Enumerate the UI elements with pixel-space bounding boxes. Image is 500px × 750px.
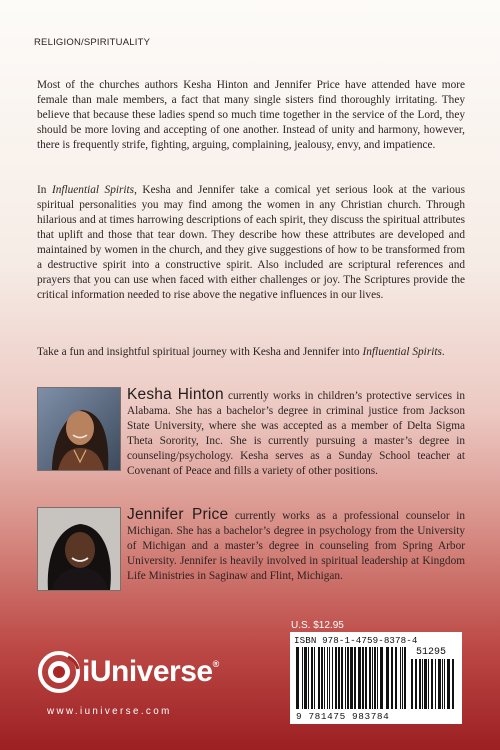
- barcode-bar: [302, 647, 303, 709]
- barcode-bar: [318, 647, 320, 709]
- barcode-bar: [404, 647, 406, 709]
- barcode-bar: [402, 647, 403, 709]
- barcode-bar: [304, 647, 307, 709]
- barcode-bar: [386, 647, 389, 709]
- blurb-paragraph-3: [37, 345, 465, 360]
- barcode-bar: [415, 659, 417, 709]
- barcode-bar: [369, 647, 371, 709]
- author-name: Kesha Hinton: [127, 386, 224, 403]
- author-photo: [37, 387, 121, 471]
- barcode-bar: [327, 647, 328, 709]
- barcode-bar: [395, 647, 397, 709]
- barcode-bar: [308, 647, 309, 709]
- barcode-bar: [438, 659, 441, 709]
- category-label: RELIGION/SPIRITUALITY: [34, 37, 151, 48]
- barcode-bar: [321, 647, 323, 709]
- price-label: U.S. $12.95: [291, 620, 344, 631]
- barcode-bar: [329, 647, 330, 709]
- book-title: Influential Spirits: [362, 346, 442, 358]
- blurb-text: Take a fun and insightful spiritual journey with Kesha and Jennifer into: [37, 346, 363, 358]
- barcode-bar: [444, 659, 445, 709]
- barcode-bar: [424, 659, 427, 709]
- barcode-bar: [380, 647, 383, 709]
- blurb-text: , Kesha and Jennifer take a comical yet serious look at the various spiritual personalities you may find among the women in any Christian church. Through hilarious and at times harrowing descriptions of each spirit, they discuss the spiritual attributes that uplift and those that tear down. They describe how these attributes are developed and maintained by women in the church, and they give suggestions of how to be transformed from a destructive spirit into a constructive spirit. Also included are scriptural references and prayers that you can use when faced with either challenges or joy. The Scriptures provide the critical information needed to rise above the negative influences in our lives.: [37, 184, 465, 301]
- barcode-bar: [419, 659, 421, 709]
- blurb-text: In: [37, 184, 52, 196]
- barcode-bar: [374, 647, 376, 709]
- barcode-bar: [422, 659, 423, 709]
- barcode-bar: [324, 647, 325, 709]
- registered-mark: ®: [212, 659, 219, 669]
- barcode-bar: [345, 647, 346, 709]
- barcode-bar: [354, 647, 356, 709]
- barcode-addon-bars: [411, 659, 455, 709]
- barcode-bar: [347, 647, 349, 709]
- author-bio-jennifer: [37, 507, 465, 617]
- blurb-text: .: [441, 346, 445, 358]
- author-bio-text: [127, 507, 465, 584]
- barcode-bar: [332, 647, 333, 709]
- barcode-bar: [311, 647, 313, 709]
- barcode-bar: [365, 647, 367, 709]
- barcode-bar: [442, 659, 443, 709]
- barcode-bar: [428, 659, 429, 709]
- publisher-website: www.iuniverse.com: [47, 706, 172, 717]
- barcode-bar: [452, 659, 454, 709]
- barcode-number: 9 781475 983784: [296, 711, 390, 722]
- publisher-name: [82, 655, 219, 689]
- barcode-bar: [362, 647, 364, 709]
- barcode-bar: [350, 647, 353, 709]
- barcode-bar: [372, 647, 373, 709]
- barcode-bar: [338, 647, 340, 709]
- barcode-bar: [435, 659, 436, 709]
- publisher-name-text: iUniverse: [82, 655, 213, 688]
- barcode-bar: [431, 659, 433, 709]
- barcode-bars: [296, 647, 408, 709]
- blurb-paragraph-1: Most of the churches authors Kesha Hinton and Jennifer Price have attended have more female than male members, a fact that many single sisters find thoroughly irritating. They believe that because these ladies spend so much time together in the service of the Lord, they should be more loving and accepting of one another. Instead of unity and harmony, however, there is frequently strife, fighting, arguing, complaining, jealousy, envy, and impatience.: [37, 79, 465, 151]
- author-name: Jennifer Price: [127, 506, 229, 523]
- barcode-bar: [411, 659, 413, 709]
- book-title: Influential Spirits: [51, 184, 135, 196]
- isbn-text: ISBN 978-1-4759-8378-4: [294, 635, 418, 646]
- barcode-bar: [447, 659, 450, 709]
- barcode-bar: [314, 647, 315, 709]
- author-bio-body: currently works as a professional counselor in Michigan. She has a bachelor’s degree in psychology from the University of Michigan and a master’s degree in counseling from Spring Arbor University. Jennifer is heavily involved in spiritual leadership at Kingdom Life Ministries in Saginaw and Flint, Michigan.: [127, 510, 465, 582]
- blurb-paragraph-2: [37, 183, 465, 303]
- barcode-bar: [296, 647, 299, 709]
- author-bio-kesha: [37, 387, 465, 507]
- barcode-bar: [391, 647, 393, 709]
- barcode-bar: [335, 647, 337, 709]
- author-bio-body: currently works in children’s protective services in Alabama. She has a bachelor’s degree in criminal justice from Jackson State University, where she was accepted as a member of Delta Sigma Theta Sorority, Inc. She is currently pursuing a master’s degree in counseling/psychology. Kesha serves as a Sunday School teacher at Covenant of Peace and fills a variety of other positions.: [127, 390, 465, 477]
- barcode-bar: [377, 647, 378, 709]
- barcode-bar: [341, 647, 343, 709]
- isbn-barcode: [290, 632, 462, 724]
- barcode-bar: [358, 647, 361, 709]
- iuniverse-logo-icon: [38, 651, 80, 693]
- author-photo: [37, 507, 121, 591]
- barcode-addon-number: 51295: [416, 647, 447, 658]
- author-bio-text: [127, 387, 465, 479]
- barcode-bar: [400, 647, 401, 709]
- publisher-logo: [38, 651, 219, 698]
